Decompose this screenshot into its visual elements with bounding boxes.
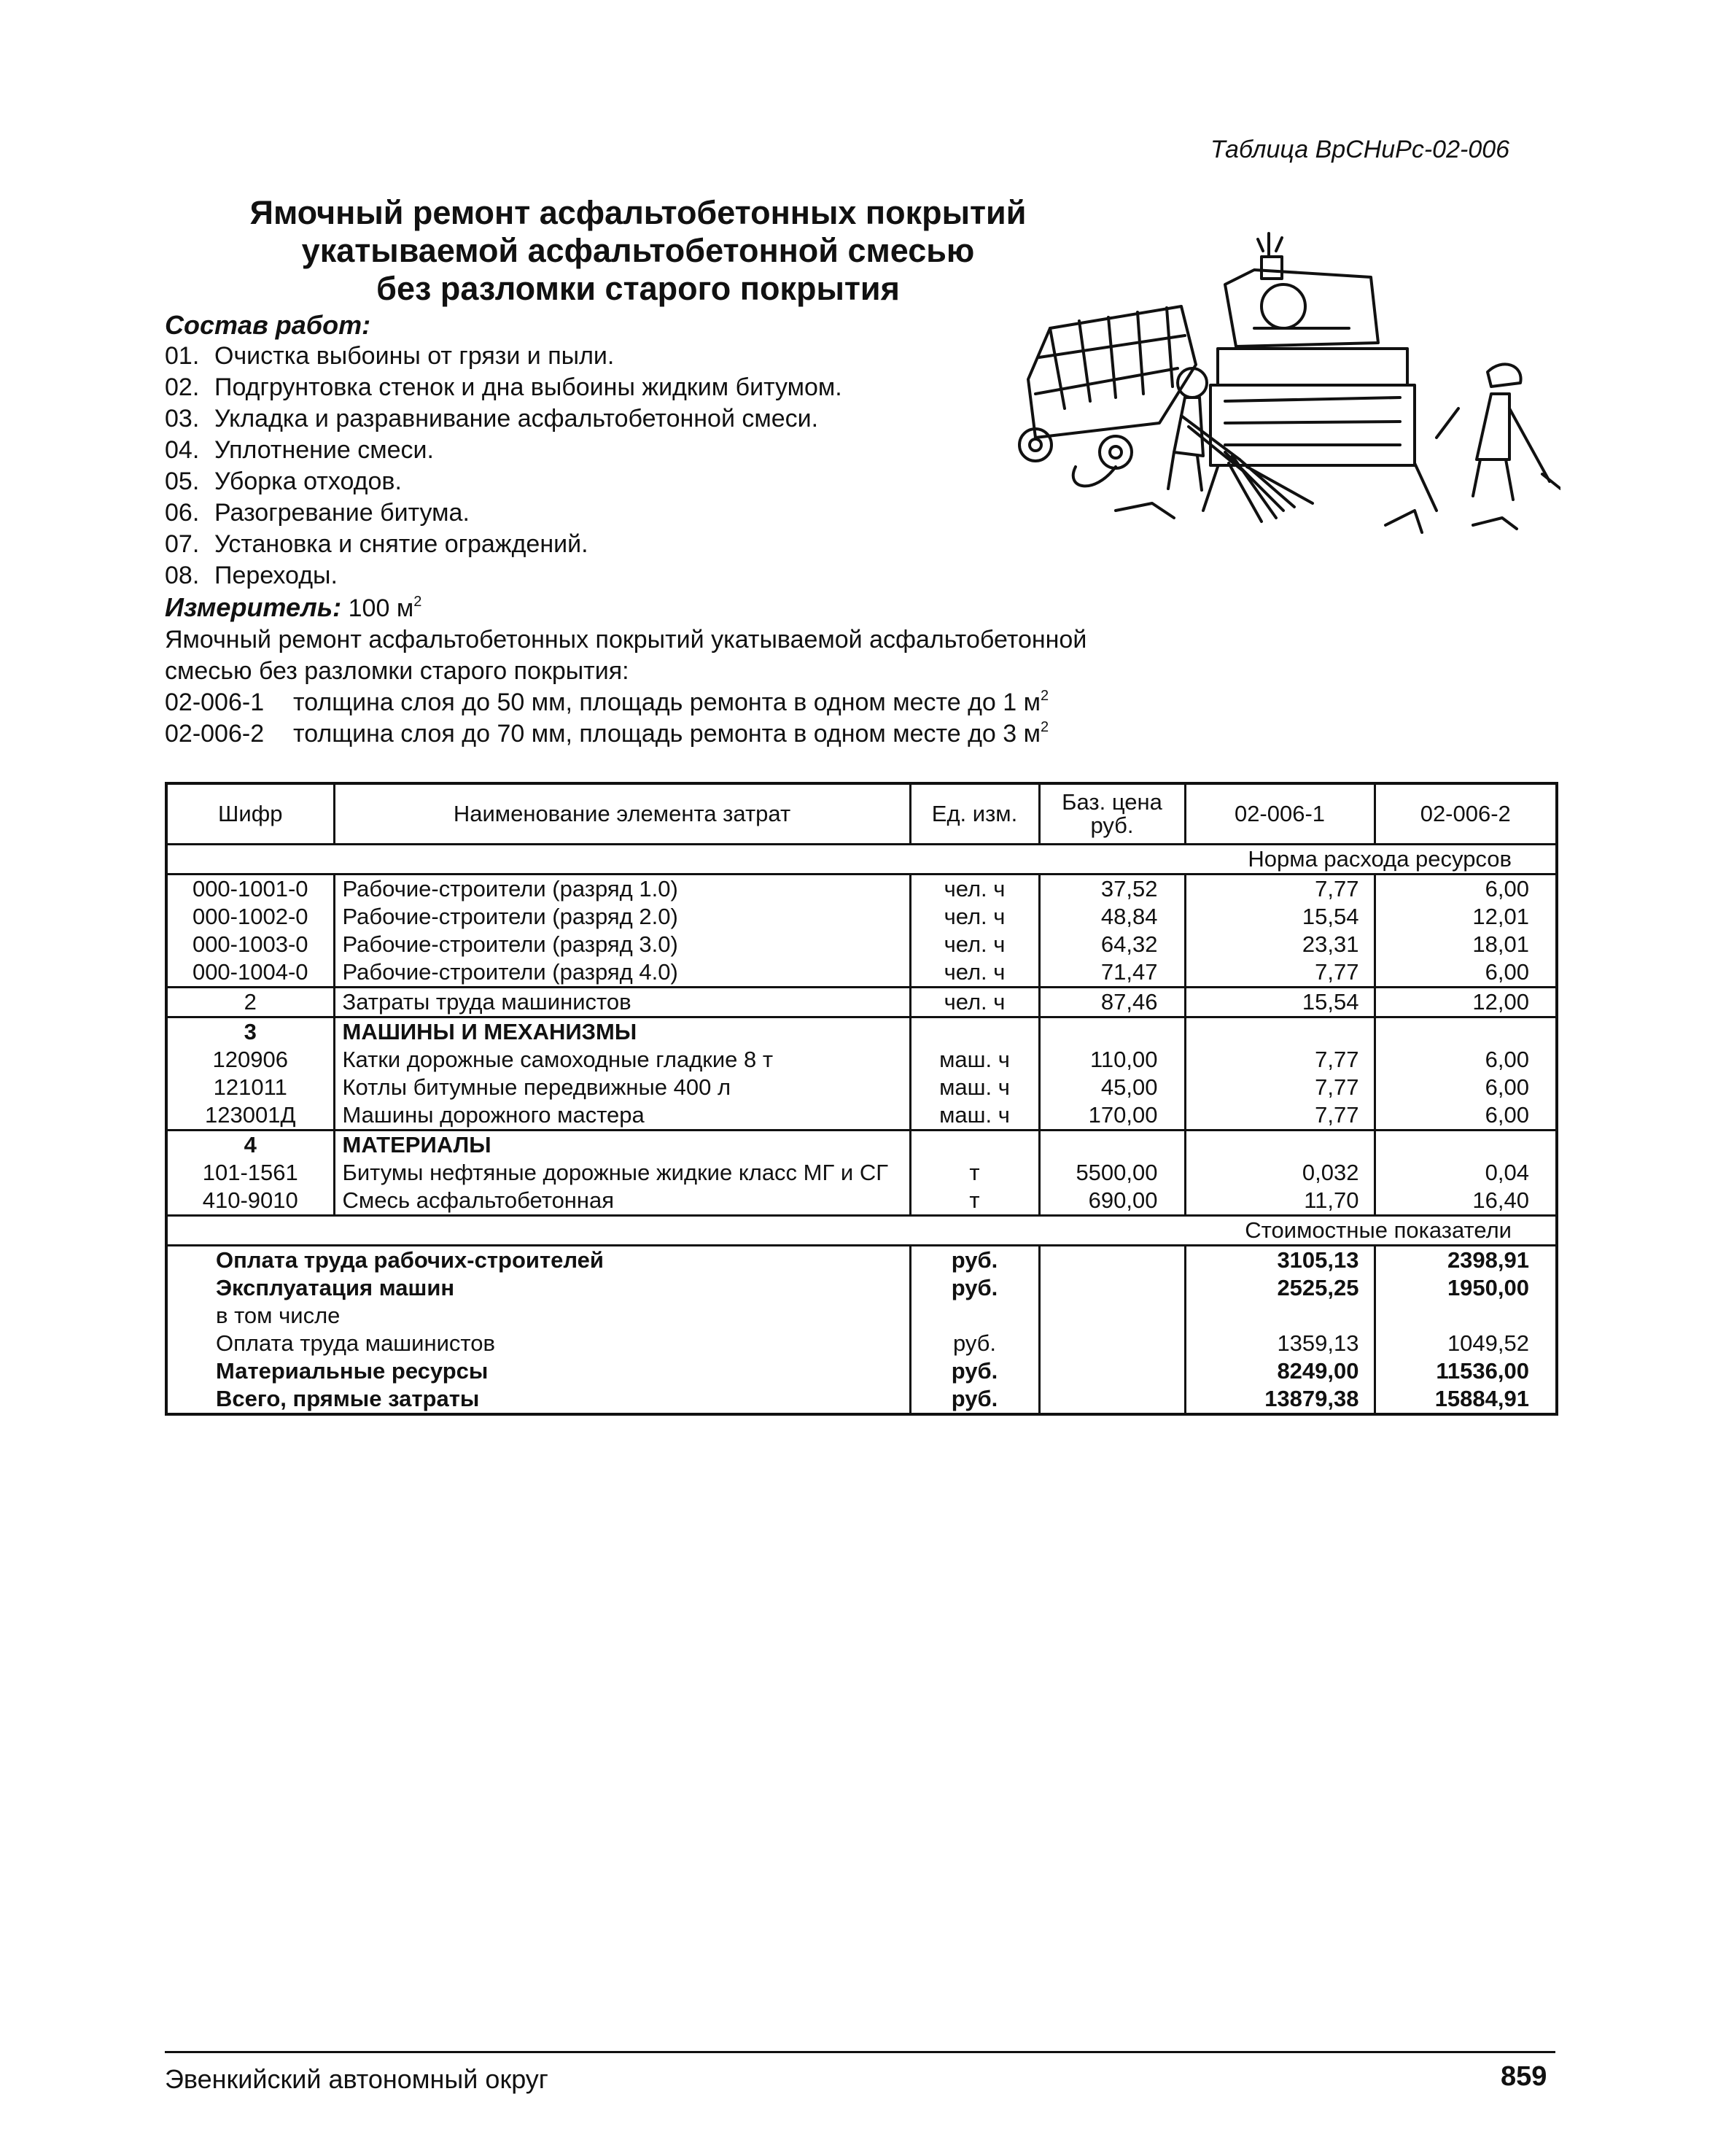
- table-row: [166, 903, 1557, 931]
- cell-variant-2: 6,00: [1485, 1047, 1529, 1072]
- cell-name: МАТЕРИАЛЫ: [334, 1131, 910, 1160]
- col-header-price: Баз. цена руб.: [1039, 783, 1185, 845]
- col-header-variant-2: 02-006-2: [1375, 783, 1557, 845]
- cell-variant-1: [1185, 1131, 1375, 1160]
- description-line-2: смесью без разломки старого покрытия:: [165, 657, 629, 685]
- summary-variant-2: [1375, 1302, 1557, 1330]
- cell-variant-1: 11,70: [1185, 1187, 1375, 1216]
- cell-code: 000-1002-0: [166, 903, 334, 931]
- cell-variant-2: 6,00: [1485, 1074, 1529, 1100]
- table-reference: Таблица ВрСНиРс-02-006: [1210, 136, 1510, 163]
- work-step: [165, 435, 1113, 466]
- cell-name: Котлы битумные передвижные 400 л: [334, 1074, 910, 1101]
- cell-unit: т: [910, 1159, 1039, 1187]
- cell-price: 87,46: [1039, 988, 1185, 1017]
- worker-rake-drawing: [1437, 364, 1560, 500]
- variant-02-006-2: [165, 718, 1113, 750]
- cell-variant-1: 7,77: [1185, 1046, 1375, 1074]
- summary-variant-1: 8249,00: [1185, 1357, 1375, 1385]
- table-row: [166, 1046, 1557, 1074]
- work-step-number: 04.: [165, 436, 200, 464]
- cell-price: 110,00: [1039, 1046, 1185, 1074]
- cell-price: 64,32: [1039, 931, 1185, 958]
- summary-row: [166, 1357, 1557, 1385]
- work-step-text: Установка и снятие ограждений.: [214, 530, 588, 558]
- cell-variant-2: 12,00: [1375, 988, 1557, 1017]
- table-row: [166, 1101, 1557, 1131]
- summary-variant-2: 1049,52: [1447, 1330, 1529, 1356]
- measure-unit: [165, 592, 1113, 624]
- summary-row: [166, 1246, 1557, 1275]
- cell-variant-2: 0,04: [1485, 1160, 1529, 1185]
- summary-label: Всего, прямые затраты: [166, 1385, 910, 1414]
- summary-price-empty: [1039, 1246, 1185, 1275]
- summary-variant-1: 1359,13: [1185, 1330, 1375, 1357]
- summary-label: Материальные ресурсы: [166, 1357, 910, 1385]
- cell-code: 3: [166, 1017, 334, 1047]
- summary-row: [166, 1274, 1557, 1302]
- road-roller-drawing: [1203, 233, 1437, 511]
- work-step-number: 06.: [165, 499, 200, 527]
- col-header-code: Шифр: [166, 783, 334, 845]
- cell-variant-1: 7,77: [1185, 1074, 1375, 1101]
- cell-unit: маш. ч: [910, 1074, 1039, 1101]
- variant-sup: 2: [1041, 688, 1049, 704]
- work-step: [165, 341, 1113, 372]
- work-step-text: Разогревание битума.: [214, 499, 470, 527]
- variant-text: толщина слоя до 50 мм, площадь ремонта в одном месте до 1 м: [293, 689, 1041, 716]
- table-row: [166, 1131, 1557, 1160]
- title-line-1: Ямочный ремонт асфальтобетонных покрытий: [249, 194, 1027, 231]
- cell-variant-1: 0,032: [1185, 1159, 1375, 1187]
- variant-code: 02-006-1: [165, 689, 265, 716]
- work-step: [165, 403, 1113, 435]
- cell-code: 101-1561: [166, 1159, 334, 1187]
- summary-label: в том числе: [166, 1302, 910, 1330]
- cell-unit: маш. ч: [910, 1101, 1039, 1131]
- summary-price-empty: [1039, 1302, 1185, 1330]
- cell-variant-2: 6,00: [1485, 959, 1529, 985]
- cell-variant-2: 12,01: [1472, 904, 1529, 929]
- summary-label: Оплата труда машинистов: [166, 1330, 910, 1357]
- work-step-number: 05.: [165, 468, 200, 495]
- table-row: [166, 1017, 1557, 1047]
- table-row: [166, 1187, 1557, 1216]
- cell-code: 000-1003-0: [166, 931, 334, 958]
- variant-02-006-1: [165, 687, 1113, 718]
- cell-variant-1: [1185, 1017, 1375, 1047]
- cell-price: 690,00: [1039, 1187, 1185, 1216]
- cell-code: 121011: [166, 1074, 334, 1101]
- summary-variant-2: 2398,91: [1375, 1246, 1557, 1275]
- work-step-number: 03.: [165, 405, 200, 433]
- footer-region: Эвенкийский автономный округ: [165, 2064, 548, 2094]
- cell-price: [1039, 1131, 1185, 1160]
- work-step-number: 07.: [165, 530, 200, 558]
- cell-name: Рабочие-строители (разряд 3.0): [334, 931, 910, 958]
- summary-variant-2: 1950,00: [1447, 1275, 1529, 1300]
- page-title: [146, 194, 1130, 308]
- variant-code: 02-006-2: [165, 720, 265, 748]
- work-step: [165, 529, 1113, 560]
- summary-price-empty: [1039, 1385, 1185, 1414]
- cell-unit: чел. ч: [910, 931, 1039, 958]
- cell-code: 123001Д: [166, 1101, 334, 1131]
- summary-variant-1: 2525,25: [1185, 1274, 1375, 1302]
- table-row: [166, 958, 1557, 988]
- work-step-number: 01.: [165, 342, 200, 370]
- table-header-row: [166, 783, 1557, 845]
- work-step-text: Переходы.: [214, 562, 338, 589]
- title-line-3: без разломки старого покрытия: [376, 270, 900, 307]
- cell-variant-1: 7,77: [1185, 1101, 1375, 1131]
- cell-price: 5500,00: [1039, 1159, 1185, 1187]
- col-header-name: Наименование элемента затрат: [334, 783, 910, 845]
- cell-code: 000-1001-0: [166, 875, 334, 904]
- summary-unit: руб.: [910, 1274, 1039, 1302]
- band-cost-indicators-label: Стоимостные показатели: [166, 1216, 1557, 1246]
- summary-price-empty: [1039, 1274, 1185, 1302]
- cell-price: 45,00: [1039, 1074, 1185, 1101]
- cell-variant-1: 15,54: [1185, 903, 1375, 931]
- band-resource-norms-label: Норма расхода ресурсов: [166, 845, 1557, 875]
- work-step-text: Подгрунтовка стенок и дна выбоины жидким битумом.: [214, 373, 842, 401]
- cell-variant-2: 16,40: [1472, 1187, 1529, 1213]
- summary-price-empty: [1039, 1330, 1185, 1357]
- cell-name: Затраты труда машинистов: [334, 988, 910, 1017]
- cell-price: [1039, 1017, 1185, 1047]
- cell-variant-2: [1375, 1017, 1557, 1047]
- page-number: 859: [1501, 2061, 1547, 2092]
- table-body: [166, 845, 1557, 1415]
- work-step-text: Уборка отходов.: [214, 468, 402, 495]
- cell-price: 71,47: [1039, 958, 1185, 988]
- cell-code: 2: [166, 988, 334, 1017]
- summary-row: [166, 1302, 1557, 1330]
- summary-row: [166, 1330, 1557, 1357]
- summary-label: Оплата труда рабочих-строителей: [166, 1246, 910, 1275]
- work-step-text: Очистка выбоины от грязи и пыли.: [214, 342, 615, 370]
- measure-label: Измеритель:: [165, 592, 342, 622]
- cell-name: МАШИНЫ И МЕХАНИЗМЫ: [334, 1017, 910, 1047]
- cell-variant-2: [1375, 1131, 1557, 1160]
- summary-unit: [910, 1302, 1039, 1330]
- variant-sup: 2: [1041, 719, 1049, 735]
- summary-variant-1: 3105,13: [1185, 1246, 1375, 1275]
- cell-price: 170,00: [1039, 1101, 1185, 1131]
- cell-variant-1: 15,54: [1185, 988, 1375, 1017]
- cost-table: [165, 782, 1558, 1416]
- work-steps-list: [165, 341, 1113, 592]
- cell-unit: чел. ч: [910, 903, 1039, 931]
- work-step-text: Укладка и разравнивание асфальтобетонной смеси.: [214, 405, 819, 433]
- cell-variant-1: 7,77: [1185, 875, 1375, 904]
- summary-label: Эксплуатация машин: [166, 1274, 910, 1302]
- cell-variant-2: 18,01: [1472, 931, 1529, 957]
- cell-name: Рабочие-строители (разряд 2.0): [334, 903, 910, 931]
- measure-value: 100 м: [348, 594, 414, 622]
- band-resource-norms: [166, 845, 1557, 875]
- work-step: [165, 466, 1113, 497]
- cell-name: Рабочие-строители (разряд 1.0): [334, 875, 910, 904]
- table-row: [166, 931, 1557, 958]
- summary-unit: руб.: [910, 1246, 1039, 1275]
- work-step-text: Уплотнение смеси.: [214, 436, 434, 464]
- work-step: [165, 372, 1113, 403]
- summary-row: [166, 1385, 1557, 1414]
- work-step-number: 08.: [165, 562, 200, 589]
- footer-divider: [165, 2051, 1555, 2053]
- cell-code: 4: [166, 1131, 334, 1160]
- cell-price: 48,84: [1039, 903, 1185, 931]
- summary-variant-1: [1185, 1302, 1375, 1330]
- summary-price-empty: [1039, 1357, 1185, 1385]
- summary-unit: руб.: [910, 1385, 1039, 1414]
- work-composition: [165, 309, 1113, 750]
- table-row: [166, 988, 1557, 1017]
- cell-unit: [910, 1017, 1039, 1047]
- cell-code: 000-1004-0: [166, 958, 334, 988]
- col-header-variant-1: 02-006-1: [1185, 783, 1375, 845]
- work-composition-heading: Состав работ:: [165, 310, 371, 340]
- summary-variant-2: 11536,00: [1436, 1358, 1529, 1384]
- cell-unit: чел. ч: [910, 988, 1039, 1017]
- cell-name: Катки дорожные самоходные гладкие 8 т: [334, 1046, 910, 1074]
- table-row: [166, 1074, 1557, 1101]
- cell-variant-2: 6,00: [1375, 875, 1557, 904]
- summary-unit: руб.: [910, 1357, 1039, 1385]
- measure-sup: 2: [413, 594, 422, 610]
- description-line-1: Ямочный ремонт асфальтобетонных покрытий укатываемой асфальтобетонной: [165, 626, 1087, 654]
- cell-unit: чел. ч: [910, 958, 1039, 988]
- cell-unit: маш. ч: [910, 1046, 1039, 1074]
- cell-price: 37,52: [1039, 875, 1185, 904]
- cell-variant-1: 7,77: [1185, 958, 1375, 988]
- cell-code: 410-9010: [166, 1187, 334, 1216]
- cell-variant-2: 6,00: [1485, 1102, 1529, 1128]
- cell-name: Смесь асфальтобетонная: [334, 1187, 910, 1216]
- variant-text: толщина слоя до 70 мм, площадь ремонта в одном месте до 3 м: [293, 720, 1041, 748]
- cell-code: 120906: [166, 1046, 334, 1074]
- title-line-2: укатываемой асфальтобетонной смесью: [301, 232, 975, 269]
- summary-variant-1: 13879,38: [1185, 1385, 1375, 1414]
- summary-variant-2: 15884,91: [1434, 1386, 1529, 1411]
- cell-name: Машины дорожного мастера: [334, 1101, 910, 1131]
- cell-name: Битумы нефтяные дорожные жидкие класс МГ и СГ: [334, 1159, 910, 1187]
- cell-unit: [910, 1131, 1039, 1160]
- col-header-unit: Ед. изм.: [910, 783, 1039, 845]
- table-row: [166, 875, 1557, 904]
- cell-unit: т: [910, 1187, 1039, 1216]
- work-step: [165, 497, 1113, 529]
- work-step-number: 02.: [165, 373, 200, 401]
- cell-unit: чел. ч: [910, 875, 1039, 904]
- band-cost-indicators: [166, 1216, 1557, 1246]
- cell-name: Рабочие-строители (разряд 4.0): [334, 958, 910, 988]
- work-step: [165, 560, 1113, 592]
- cell-variant-1: 23,31: [1185, 931, 1375, 958]
- summary-unit: руб.: [910, 1330, 1039, 1357]
- table-row: [166, 1159, 1557, 1187]
